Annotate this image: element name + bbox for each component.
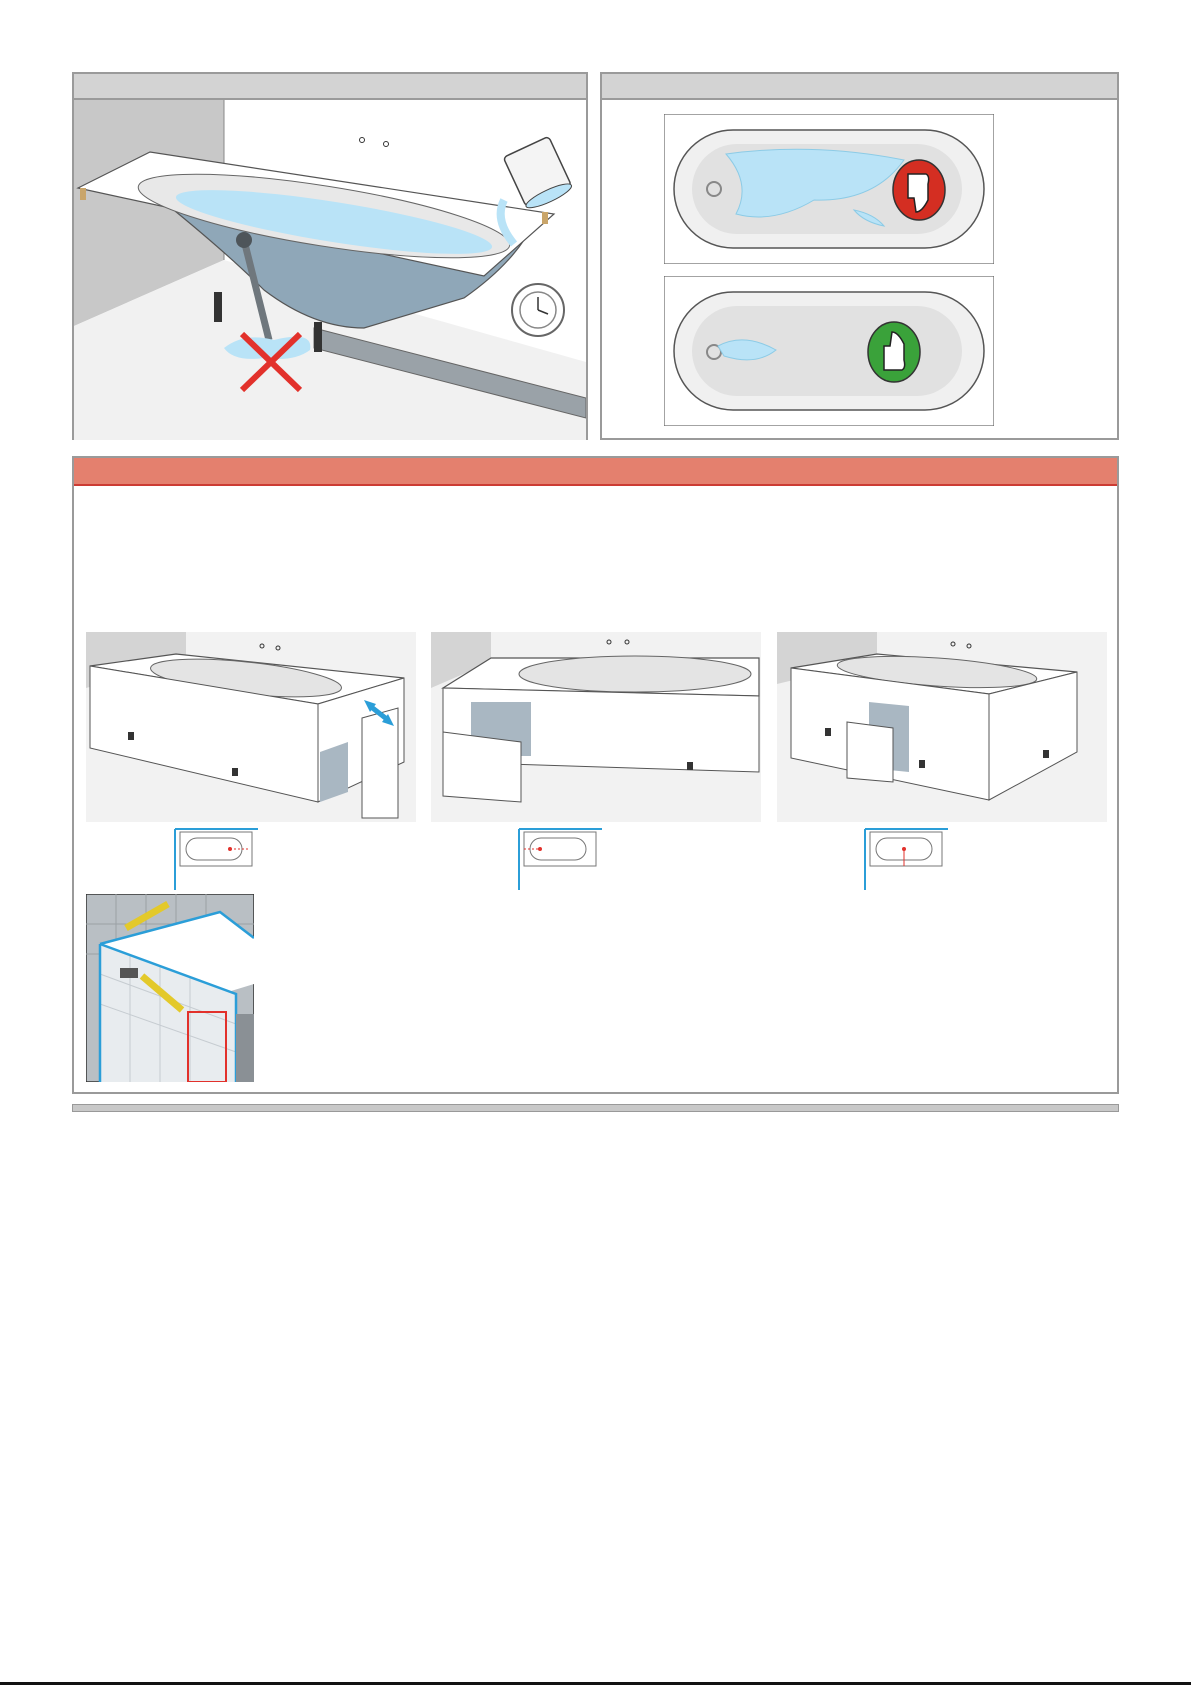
leak-test-illustration	[74, 100, 586, 440]
side-access-illustration	[86, 632, 416, 822]
slope-check-panel	[600, 72, 1119, 440]
slope-wrong-illustration	[664, 114, 994, 264]
sealing-illustration	[86, 894, 254, 1082]
section-header	[74, 458, 1117, 486]
front-middle-access-illustration	[777, 632, 1107, 822]
front-left-access-illustration	[431, 632, 761, 822]
slope-check-header	[602, 74, 1117, 100]
position-diagram-left	[518, 828, 618, 892]
leak-test-header	[74, 74, 586, 100]
leak-test-panel	[72, 72, 588, 440]
position-diagram-front	[864, 828, 964, 892]
access-panel-section	[72, 456, 1119, 1094]
thumbs-up-icon	[868, 322, 920, 382]
thumbs-down-icon	[893, 160, 945, 220]
position-diagram-side	[174, 828, 274, 892]
clock-icon	[512, 284, 564, 336]
slope-right-illustration	[664, 276, 994, 426]
divider-bar	[72, 1104, 1119, 1112]
